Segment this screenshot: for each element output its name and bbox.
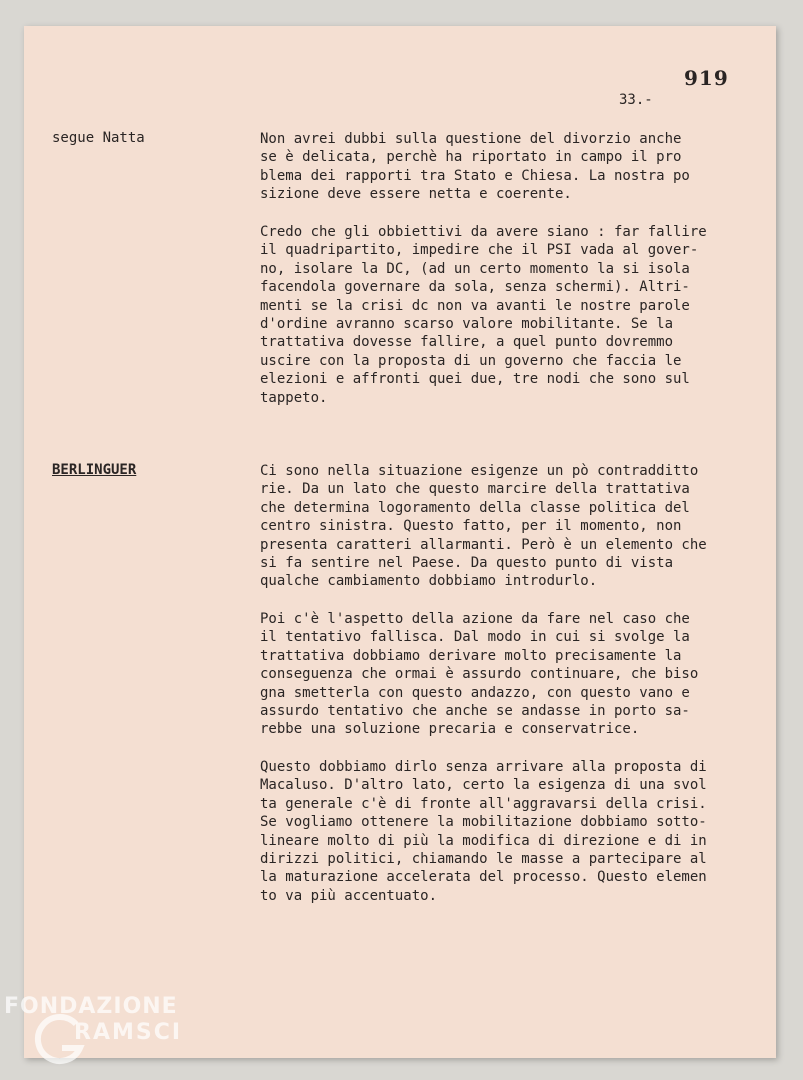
- paragraph: [260, 223, 760, 407]
- watermark-line-2: RAMSCI: [74, 1020, 183, 1045]
- text-line: sizione deve essere netta e coerente.: [260, 186, 572, 203]
- text-line: la maturazione accelerata del processo. Questo elemen: [260, 869, 707, 886]
- text-line: Poi c'è l'aspetto della azione da fare nel caso che: [260, 611, 690, 627]
- text-line: trattativa dobbiamo derivare molto precisamente la: [260, 647, 682, 664]
- watermark-line-1: FONDAZIONE: [4, 994, 178, 1019]
- text-line: Ci sono nella situazione esigenze un pò contradditto: [260, 463, 699, 479]
- text-line: lineare molto di più la modifica di direzione e di in: [260, 832, 707, 849]
- paragraph: [260, 610, 760, 739]
- text-line: il tentativo fallisca. Dal modo in cui si svolge la: [260, 629, 690, 646]
- text-line: ta generale c'è di fronte all'aggravarsi della crisi.: [260, 795, 707, 812]
- text-line: no, isolare la DC, (ad un certo momento la si isola: [260, 260, 690, 277]
- text-line: centro sinistra. Questo fatto, per il momento, non: [260, 518, 682, 535]
- text-line: assurdo tentativo che anche se andasse in porto sa-: [260, 703, 690, 720]
- text-line: qualche cambiamento dobbiamo introdurlo.: [260, 573, 598, 590]
- text-line: si fa sentire nel Paese. Da questo punto di vista: [260, 555, 674, 572]
- text-line: Se vogliamo ottenere la mobilitazione dobbiamo sotto-: [260, 814, 707, 831]
- text-line: gna smetterla con questo andazzo, con questo vano e: [260, 684, 690, 701]
- text-line: rebbe una soluzione precaria e conservatrice.: [260, 721, 640, 738]
- fondazione-gramsci-watermark: [4, 990, 204, 1070]
- text-line: dirizzi politici, chiamando le masse a partecipare al: [260, 851, 707, 868]
- page-number: 919: [684, 66, 729, 90]
- text-line: facendola governare da sola, senza schermi). Altri-: [260, 279, 690, 296]
- text-line: Non avrei dubbi sulla questione del divorzio anche: [260, 131, 682, 147]
- text-line: tappeto.: [260, 389, 328, 406]
- text-line: Questo dobbiamo dirlo senza arrivare alla proposta di: [260, 759, 707, 775]
- text-line: trattativa dovesse fallire, a quel punto dovremmo: [260, 334, 674, 351]
- text-line: blema dei rapporti tra Stato e Chiesa. La nostra po: [260, 167, 690, 184]
- text-line: to va più accentuato.: [260, 887, 438, 904]
- text-line: uscire con la proposta di un governo che faccia le: [260, 352, 682, 369]
- text-line: che determina logoramento della classe politica del: [260, 499, 690, 516]
- text-line: Macaluso. D'altro lato, certo la esigenza di una svol: [260, 777, 707, 794]
- text-line: menti se la crisi dc non va avanti le nostre parole: [260, 297, 690, 314]
- text-line: d'ordine avranno scarso valore mobilitante. Se la: [260, 316, 674, 333]
- speaker-label-natta: segue Natta: [52, 130, 145, 146]
- text-line: Credo che gli obbiettivi da avere siano : far fallire: [260, 224, 707, 240]
- text-line: se è delicata, perchè ha riportato in campo il pro: [260, 149, 682, 166]
- paragraph: [260, 462, 760, 591]
- paragraph: [260, 130, 760, 204]
- text-line: conseguenza che ormai è assurdo continuare, che biso: [260, 666, 699, 683]
- text-line: elezioni e affronti quei due, tre nodi che sono sul: [260, 371, 690, 388]
- paragraph: [260, 758, 760, 905]
- speaker-label-berlinguer: BERLINGUER: [52, 462, 137, 478]
- text-line: il quadripartito, impedire che il PSI vada al gover-: [260, 242, 699, 259]
- sheet-number: 33.-: [619, 92, 653, 108]
- text-line: presenta caratteri allarmanti. Però è un elemento che: [260, 536, 707, 553]
- document-page: [24, 26, 776, 1058]
- text-line: rie. Da un lato che questo marcire della trattativa: [260, 481, 690, 498]
